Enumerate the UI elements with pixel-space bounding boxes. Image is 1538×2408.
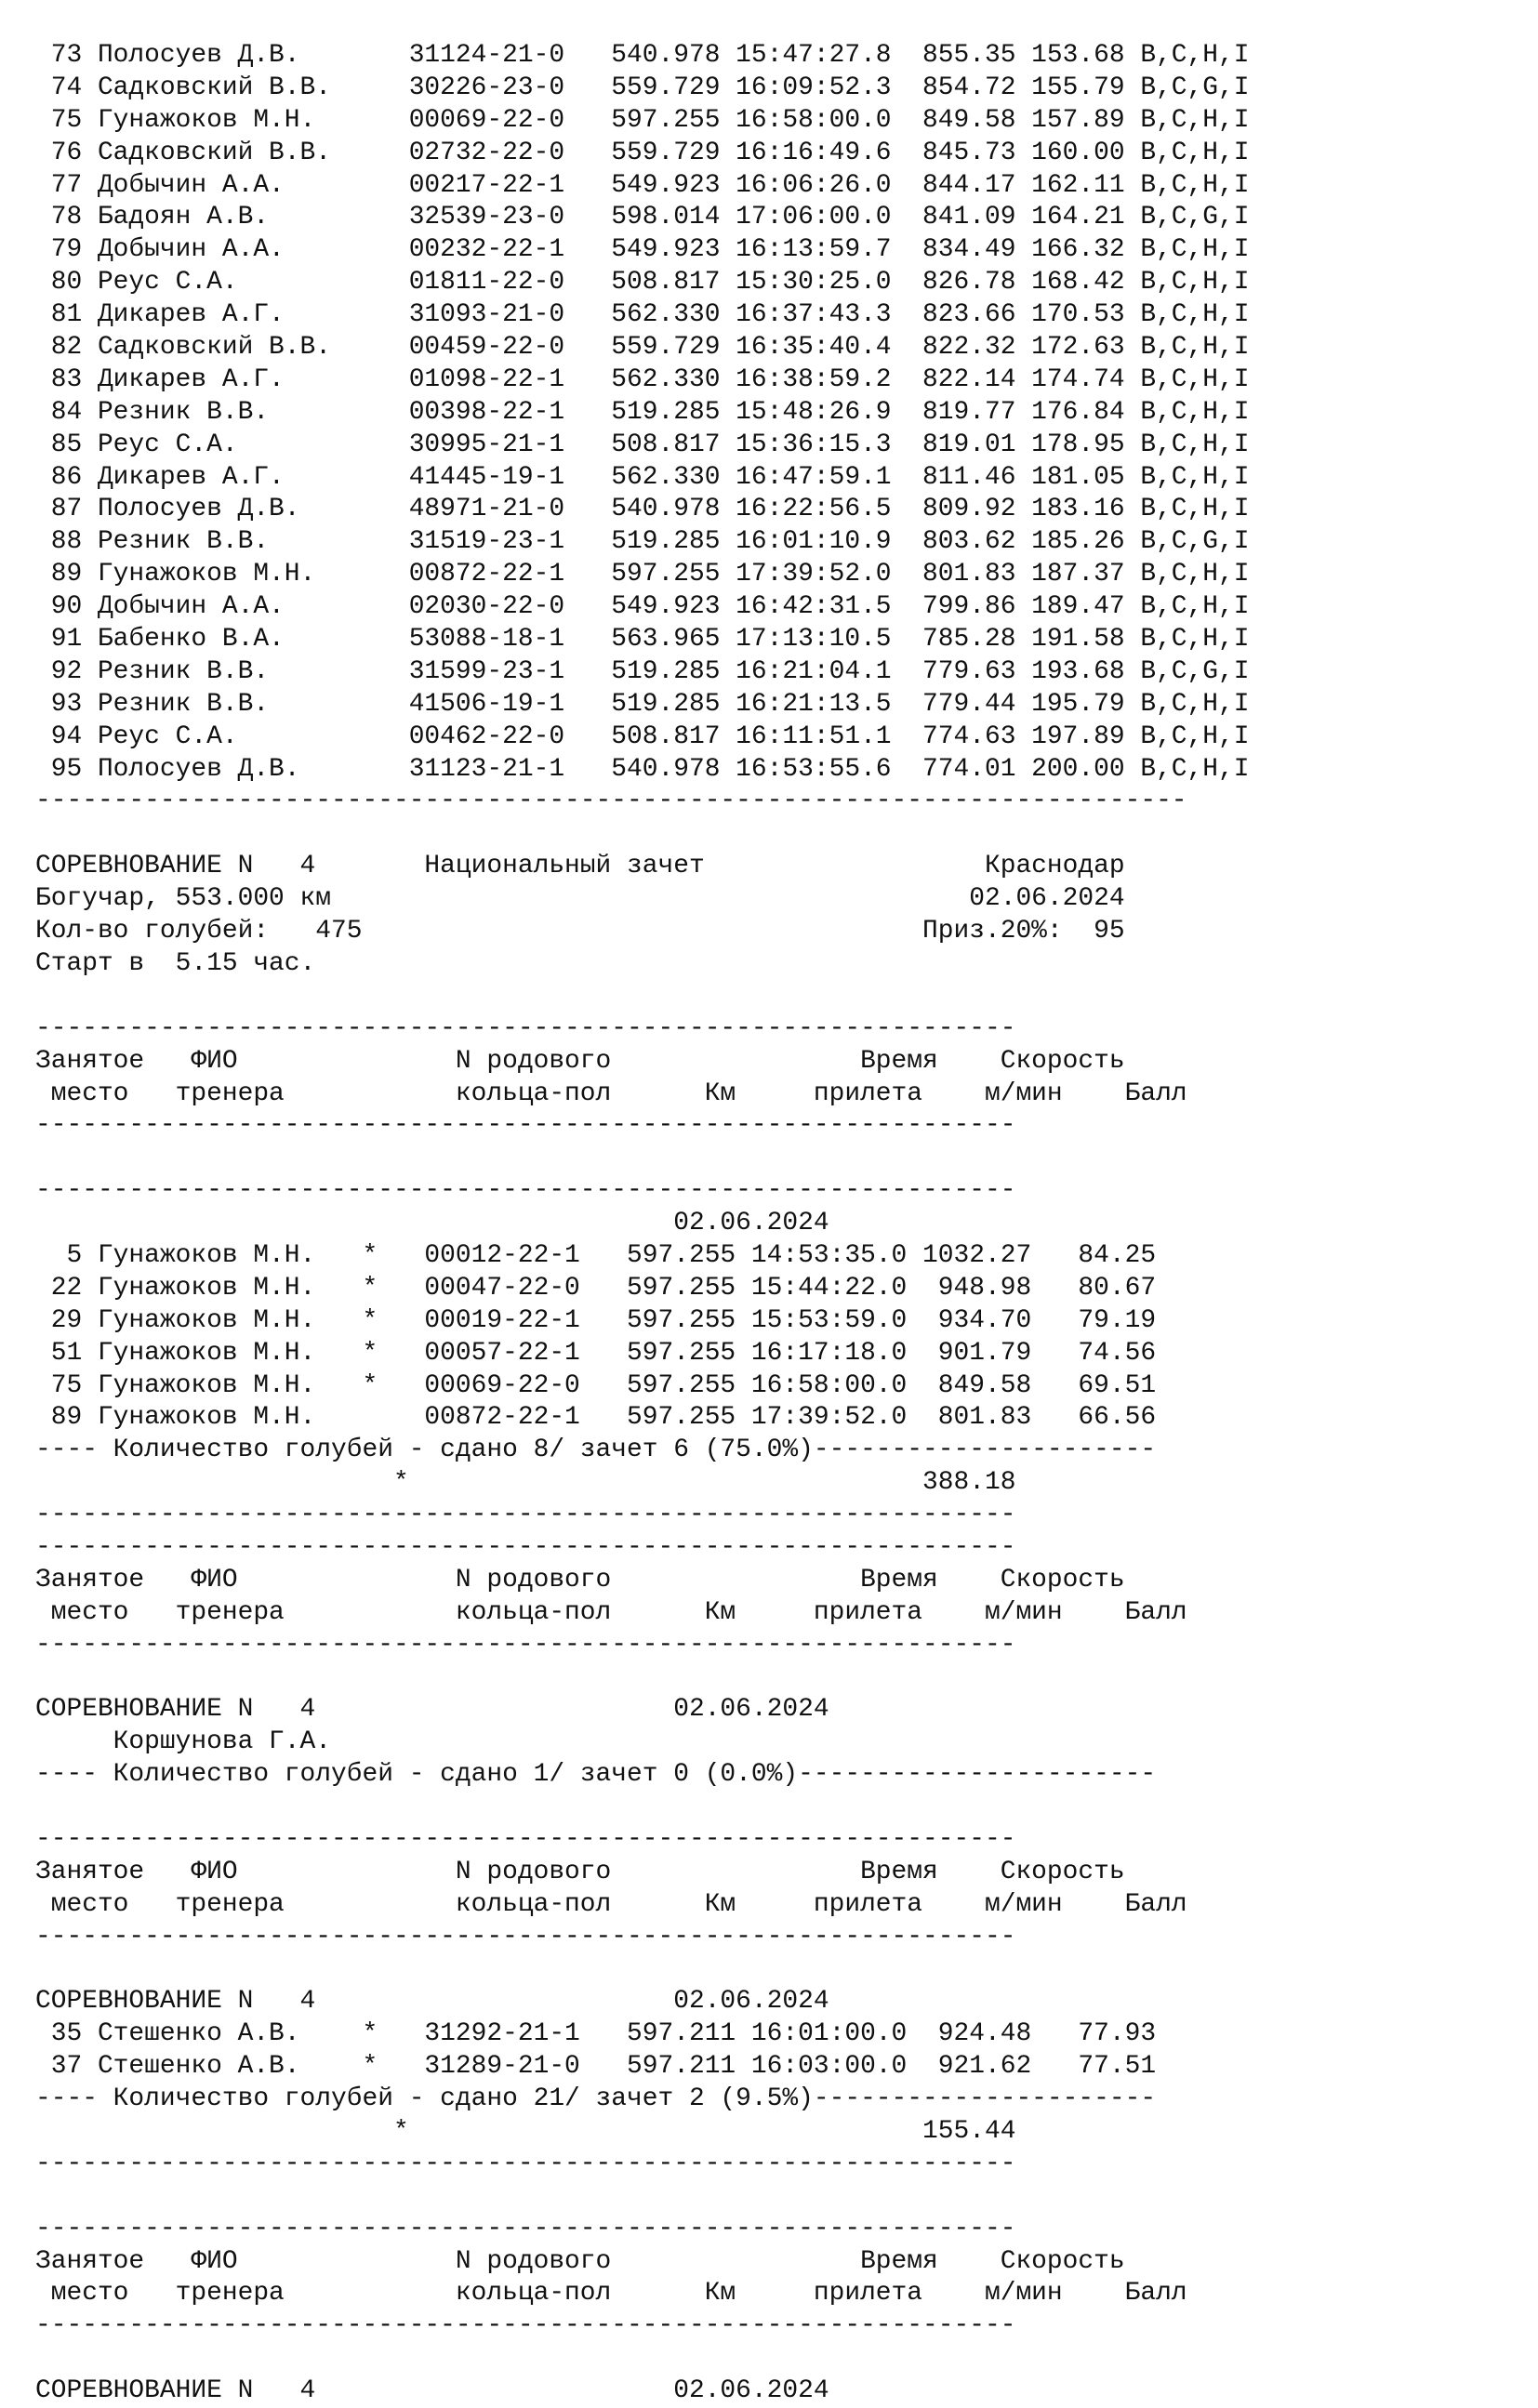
result-row: 90 Добычин А.А. 02030-22-0 549.923 16:42:31.5 799.86 189.47 B,C,H,I bbox=[35, 592, 1250, 622]
column-header: место тренера кольца-пол Км прилета м/мин Балл bbox=[35, 1078, 1187, 1108]
result-row: 75 Гунажоков М.Н. 00069-22-0 597.255 16:58:00.0 849.58 157.89 B,C,H,I bbox=[35, 105, 1250, 135]
team-summary: ---- Количество голубей - сдано 8/ зачет 6 (75.0%)---------------------- bbox=[35, 1436, 1157, 1465]
blank-line bbox=[35, 1662, 1523, 1695]
result-row: 84 Резник В.В. 00398-22-1 519.285 15:48:26.9 819.77 176.84 B,C,H,I bbox=[35, 397, 1250, 427]
competition-header: СОРЕВНОВАНИЕ N 4 Национальный зачет Краснодар bbox=[35, 852, 1125, 881]
divider: --------------------------------------------------------------- bbox=[35, 1922, 1016, 1952]
blank-line bbox=[35, 1792, 1523, 1824]
result-row: 81 Дикарев А.Г. 31093-21-0 562.330 16:37:43.3 823.66 170.53 B,C,H,I bbox=[35, 300, 1250, 330]
divider: --------------------------------------------------------------- bbox=[35, 1111, 1016, 1141]
column-header: Занятое ФИО N родового Время Скорость bbox=[35, 1565, 1125, 1594]
results-printout bbox=[35, 40, 1523, 2408]
result-row: 82 Садковский В.В. 00459-22-0 559.729 16:35:40.4 822.32 172.63 B,C,H,I bbox=[35, 333, 1250, 363]
blank-line bbox=[35, 2181, 1523, 2214]
team-trainer: Коршунова Г.А. bbox=[35, 1727, 332, 1757]
divider: --------------------------------------------------------------- bbox=[35, 1532, 1016, 1562]
result-row: 92 Резник В.В. 31599-23-1 519.285 16:21:04.1 779.63 193.68 B,C,G,I bbox=[35, 656, 1250, 686]
team-heading: СОРЕВНОВАНИЕ N 4 02.06.2024 bbox=[35, 1695, 829, 1725]
divider: --------------------------------------------------------------- bbox=[35, 2149, 1016, 2178]
divider: --------------------------------------------------------------- bbox=[35, 1013, 1016, 1043]
team-heading: СОРЕВНОВАНИЕ N 4 02.06.2024 bbox=[35, 2376, 829, 2406]
competition-route: Богучар, 553.000 км 02.06.2024 bbox=[35, 884, 1125, 914]
team-date: 02.06.2024 bbox=[35, 1209, 829, 1238]
competition-counts: Кол-во голубей: 475 Приз.20%: 95 bbox=[35, 917, 1125, 946]
result-row: 80 Реус С.А. 01811-22-0 508.817 15:30:25.0 826.78 168.42 B,C,H,I bbox=[35, 268, 1250, 298]
divider: --------------------------------------------------------------- bbox=[35, 1501, 1016, 1530]
blank-line bbox=[35, 1954, 1523, 1987]
column-header: место тренера кольца-пол Км прилета м/мин Балл bbox=[35, 2279, 1187, 2309]
divider: -------------------------------------------------------------------------- bbox=[35, 787, 1187, 816]
result-row: 87 Полосуев Д.В. 48971-21-0 540.978 16:22:56.5 809.92 183.16 B,C,H,I bbox=[35, 495, 1250, 524]
competition-start: Старт в 5.15 час. bbox=[35, 948, 316, 978]
result-row: 95 Полосуев Д.В. 31123-21-1 540.978 16:53:55.6 774.01 200.00 B,C,H,I bbox=[35, 754, 1250, 784]
team-result-row: 35 Стешенко А.В. * 31292-21-1 597.211 16:01:00.0 924.48 77.93 bbox=[35, 2019, 1157, 2049]
result-row: 91 Бабенко В.А. 53088-18-1 563.965 17:13:10.5 785.28 191.58 B,C,H,I bbox=[35, 625, 1250, 655]
column-header: Занятое ФИО N родового Время Скорость bbox=[35, 1046, 1125, 1076]
blank-line bbox=[35, 818, 1523, 851]
result-row: 85 Реус С.А. 30995-21-1 508.817 15:36:15.3 819.01 178.95 B,C,H,I bbox=[35, 430, 1250, 459]
result-row: 76 Садковский В.В. 02732-22-0 559.729 16:16:49.6 845.73 160.00 B,C,H,I bbox=[35, 138, 1250, 167]
team-total: * 388.18 bbox=[35, 1468, 1016, 1498]
team-summary: ---- Количество голубей - сдано 1/ зачет 0 (0.0%)----------------------- bbox=[35, 1760, 1157, 1790]
team-result-row: 5 Гунажоков М.Н. * 00012-22-1 597.255 14:53:35.0 1032.27 84.25 bbox=[35, 1240, 1157, 1270]
result-row: 79 Добычин А.А. 00232-22-1 549.923 16:13:59.7 834.49 166.32 B,C,H,I bbox=[35, 235, 1250, 265]
divider: --------------------------------------------------------------- bbox=[35, 1824, 1016, 1854]
result-row: 74 Садковский В.В. 30226-23-0 559.729 16:09:52.3 854.72 155.79 B,C,G,I bbox=[35, 73, 1250, 102]
team-result-row: 75 Гунажоков М.Н. * 00069-22-0 597.255 16:58:00.0 849.58 69.51 bbox=[35, 1370, 1157, 1400]
result-row: 77 Добычин А.А. 00217-22-1 549.923 16:06:26.0 844.17 162.11 B,C,H,I bbox=[35, 170, 1250, 200]
result-row: 93 Резник В.В. 41506-19-1 519.285 16:21:13.5 779.44 195.79 B,C,H,I bbox=[35, 689, 1250, 719]
column-header: Занятое ФИО N родового Время Скорость bbox=[35, 2246, 1125, 2276]
result-row: 86 Дикарев А.Г. 41445-19-1 562.330 16:47:59.1 811.46 181.05 B,C,H,I bbox=[35, 462, 1250, 492]
blank-line bbox=[35, 1143, 1523, 1175]
team-summary: ---- Количество голубей - сдано 21/ зачет 2 (9.5%)---------------------- bbox=[35, 2084, 1157, 2114]
blank-line bbox=[35, 2343, 1523, 2375]
divider: --------------------------------------------------------------- bbox=[35, 2214, 1016, 2243]
team-result-row: 51 Гунажоков М.Н. * 00057-22-1 597.255 16:17:18.0 901.79 74.56 bbox=[35, 1338, 1157, 1368]
result-row: 78 Бадоян А.В. 32539-23-0 598.014 17:06:00.0 841.09 164.21 B,C,G,I bbox=[35, 203, 1250, 232]
result-row: 73 Полосуев Д.В. 31124-21-0 540.978 15:47:27.8 855.35 153.68 B,C,H,I bbox=[35, 41, 1250, 70]
column-header: Занятое ФИО N родового Время Скорость bbox=[35, 1857, 1125, 1886]
team-result-row: 37 Стешенко А.В. * 31289-21-0 597.211 16:03:00.0 921.62 77.51 bbox=[35, 2052, 1157, 2082]
team-result-row: 89 Гунажоков М.Н. 00872-22-1 597.255 17:39:52.0 801.83 66.56 bbox=[35, 1403, 1157, 1433]
team-result-row: 22 Гунажоков М.Н. * 00047-22-0 597.255 15:44:22.0 948.98 80.67 bbox=[35, 1273, 1157, 1303]
column-header: место тренера кольца-пол Км прилета м/мин Балл bbox=[35, 1597, 1187, 1627]
column-header: место тренера кольца-пол Км прилета м/мин Балл bbox=[35, 1889, 1187, 1919]
result-row: 88 Резник В.В. 31519-23-1 519.285 16:01:10.9 803.62 185.26 B,C,G,I bbox=[35, 527, 1250, 557]
divider: --------------------------------------------------------------- bbox=[35, 1176, 1016, 1206]
divider: --------------------------------------------------------------- bbox=[35, 2311, 1016, 2341]
divider: --------------------------------------------------------------- bbox=[35, 1630, 1016, 1660]
blank-line bbox=[35, 981, 1523, 1013]
team-result-row: 29 Гунажоков М.Н. * 00019-22-1 597.255 15:53:59.0 934.70 79.19 bbox=[35, 1305, 1157, 1335]
result-row: 89 Гунажоков М.Н. 00872-22-1 597.255 17:39:52.0 801.83 187.37 B,C,H,I bbox=[35, 560, 1250, 589]
result-row: 94 Реус С.А. 00462-22-0 508.817 16:11:51.1 774.63 197.89 B,C,H,I bbox=[35, 721, 1250, 751]
team-total: * 155.44 bbox=[35, 2117, 1016, 2146]
team-heading: СОРЕВНОВАНИЕ N 4 02.06.2024 bbox=[35, 1987, 829, 2017]
result-row: 83 Дикарев А.Г. 01098-22-1 562.330 16:38:59.2 822.14 174.74 B,C,H,I bbox=[35, 364, 1250, 394]
